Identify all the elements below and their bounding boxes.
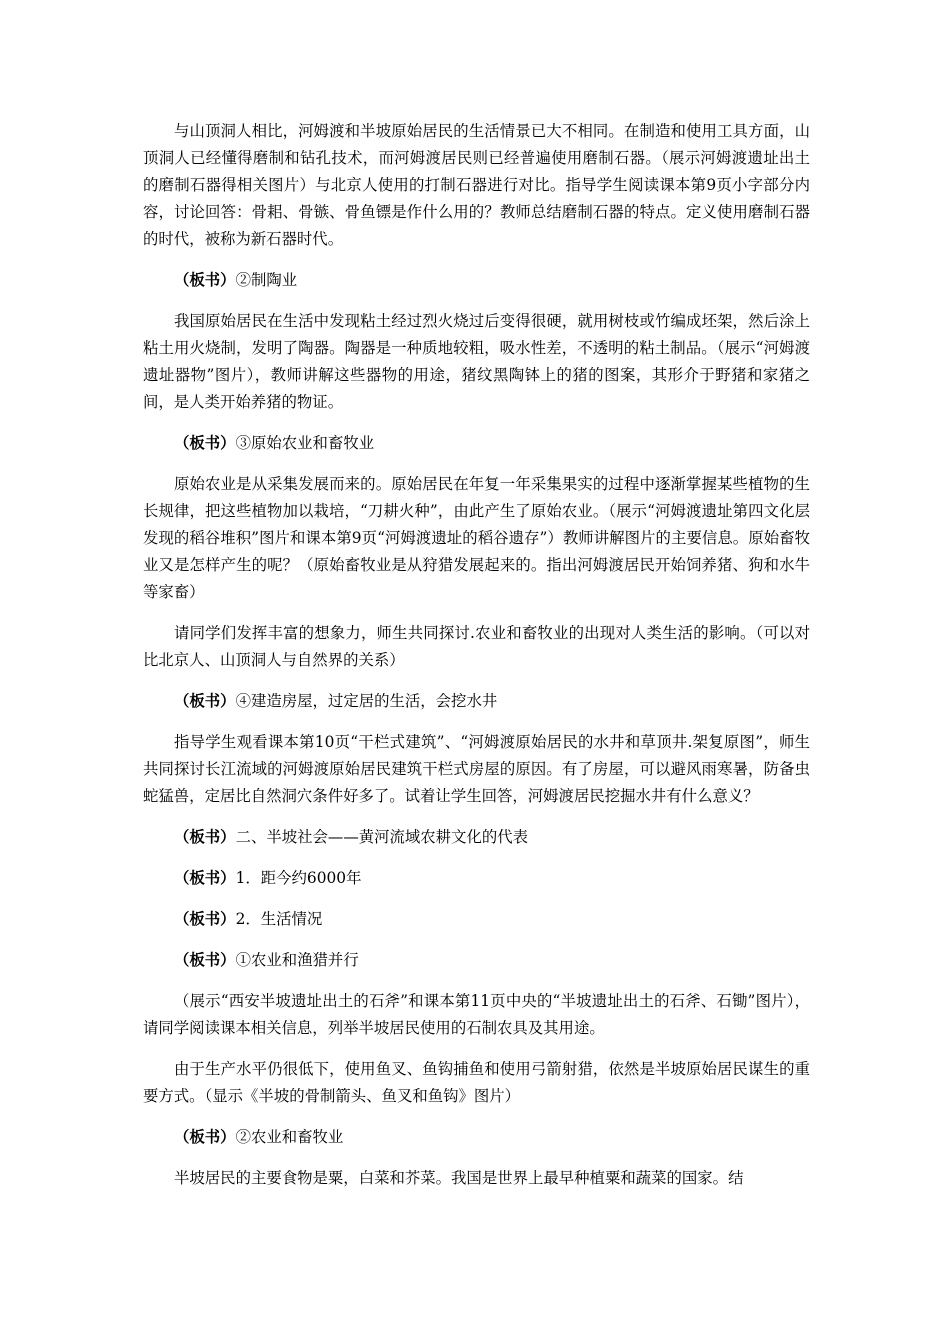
board-label: （板书） [174, 951, 236, 969]
paragraph-agriculture: 原始农业是从采集发展而来的。原始居民在年复一年采集果实的过程中逐渐掌握某些植物的生长规律，把这些植物加以栽培，“刀耕火种”，由此产生了原始农业。（展示“河姆渡遗址第四文化层发现的稻谷堆积”图片和课本第9页“河姆渡遗址的稻谷遗存”）教师讲解图片的主要信息。原始畜牧业又是怎样产生的呢？（原始畜牧业是从狩猎发展起来的。指出河姆渡居民开始饲养猪、狗和水牛等家畜） [143, 475, 810, 601]
board-heading-life [143, 906, 810, 933]
board-text: ②制陶业 [235, 271, 298, 289]
board-heading-houses [143, 688, 810, 715]
board-text: 二、半坡社会——黄河流域农耕文化的代表 [235, 828, 529, 846]
paragraph-stone-tools: （展示“西安半坡遗址出土的石斧”和课本第11页中央的“半坡遗址出土的石斧、石锄”图片），请同学阅读课本相关信息，列举半坡居民使用的石制农具及其用途。 [143, 992, 810, 1037]
paragraph-houses: 指导学生观看课本第10页“干栏式建筑”、“河姆渡原始居民的水井和草顶井.架复原图”，师生共同探讨长江流域的河姆渡原始居民建筑干栏式房屋的原因。有了房屋，可以避风雨寒暑，防备虫蛇猛兽，定居比自然洞穴条件好多了。试着让学生回答，河姆渡居民挖掘水井有什么意义？ [143, 733, 810, 805]
paragraph-pottery: 我国原始居民在生活中发现粘土经过烈火烧过后变得很硬，就用树枝或竹编成坯架，然后涂上粘土用火烧制，发明了陶器。陶器是一种质地较粗，吸水性差，不透明的粘土制品。（展示“河姆渡遗址器物”图片），教师讲解这些器物的用途，猪纹黑陶钵上的猪的图案，其形介于野猪和家猪之间，是人类开始养猪的物证。 [143, 312, 810, 411]
board-label: （板书） [174, 692, 236, 710]
board-heading-date [143, 865, 810, 892]
board-text: ①农业和渔猎并行 [235, 951, 359, 969]
board-heading-farming-herding [143, 1124, 810, 1151]
board-text: 2．生活情况 [235, 910, 323, 928]
paragraph-banpo-food: 半坡居民的主要食物是粟，白菜和芥菜。我国是世界上最早种植粟和蔬菜的国家。结 [174, 1169, 744, 1187]
paragraph-discussion: 请同学们发挥丰富的想象力，师生共同探讨.农业和畜牧业的出现对人类生活的影响。（可以对比北京人、山顶洞人与自然界的关系） [143, 624, 810, 669]
paragraph-fishing-hunting: 由于生产水平仍很低下，使用鱼叉、鱼钩捕鱼和使用弓箭射猎，依然是半坡原始居民谋生的重要方式。（显示《半坡的骨制箭头、鱼叉和鱼钩》图片） [143, 1060, 810, 1105]
board-heading-agriculture [143, 430, 810, 457]
board-label: （板书） [174, 869, 236, 887]
board-heading-pottery [143, 267, 810, 294]
board-label: （板书） [174, 434, 236, 452]
board-heading-banpo [143, 824, 810, 851]
board-text: ②农业和畜牧业 [235, 1128, 344, 1146]
board-label: （板书） [174, 1128, 236, 1146]
board-text: ④建造房屋，过定居的生活，会挖水井 [235, 692, 498, 710]
paragraph-tools: 与山顶洞人相比，河姆渡和半坡原始居民的生活情景已大不相同。在制造和使用工具方面，山顶洞人已经懂得磨制和钻孔技术，而河姆渡居民则已经普遍使用磨制石器。（展示河姆渡遗址出土的磨制石器得相关图片）与北京人使用的打制石器进行对比。指导学生阅读课本第9页小字部分内容，讨论回答：骨耜、骨镞、骨鱼镖是作什么用的？教师总结磨制石器的特点。定义使用磨制石器的时代，被称为新石器时代。 [143, 122, 810, 248]
board-heading-farming-fishing [143, 947, 810, 974]
board-label: （板书） [174, 271, 236, 289]
board-label: （板书） [174, 910, 236, 928]
board-label: （板书） [174, 828, 236, 846]
board-text: ③原始农业和畜牧业 [235, 434, 375, 452]
board-text: 1．距今约6000年 [235, 869, 362, 887]
